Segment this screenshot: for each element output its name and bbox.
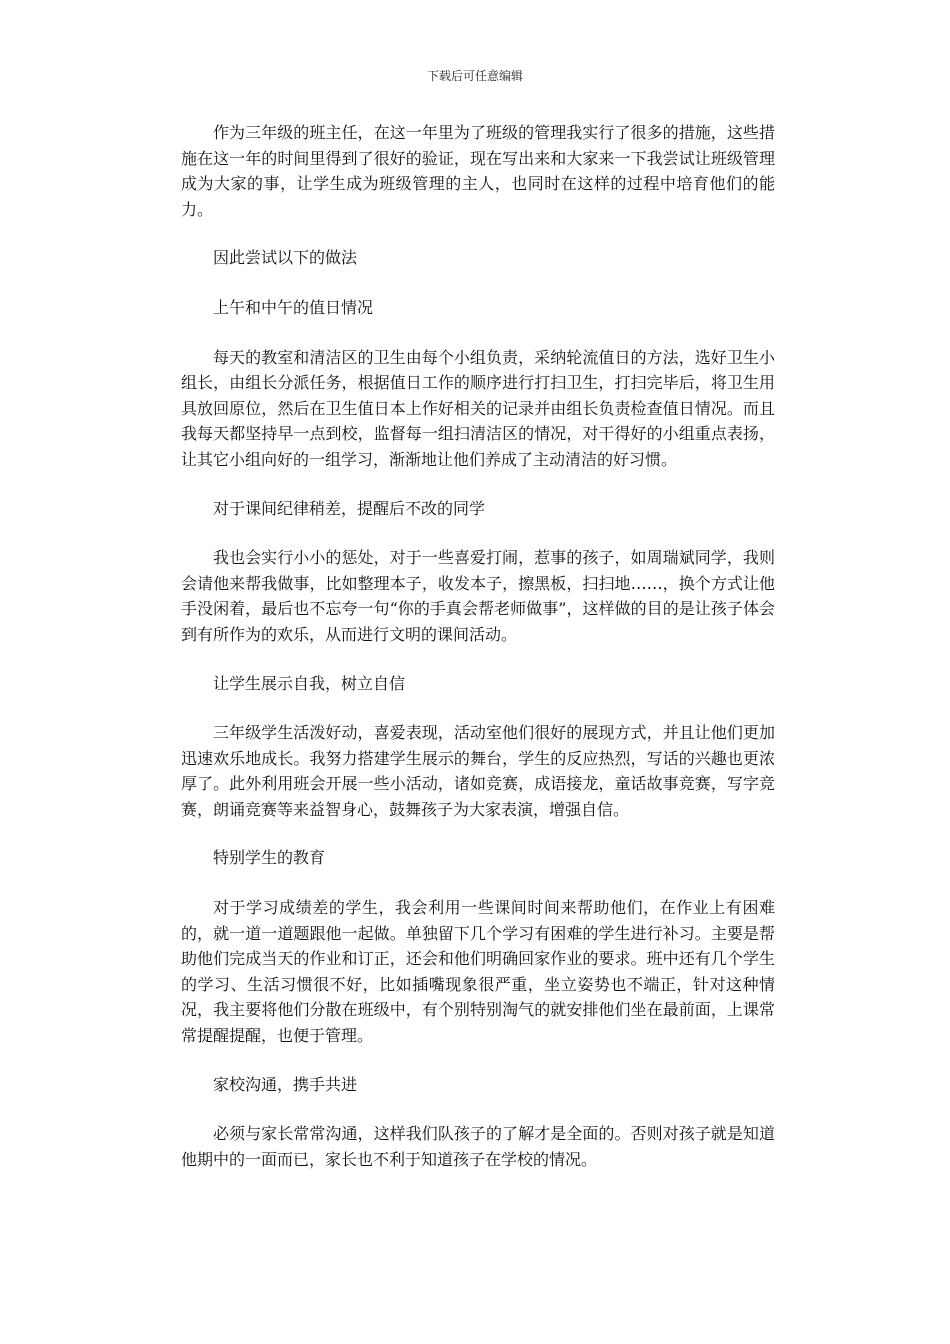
home-school-paragraph: 必须与家长常常沟通，这样我们队孩子的了解才是全面的。否则对孩子就是知道他期中的一面而已，家长也不利于知道孩子在学校的情况。 [181, 1124, 775, 1169]
section-heading-discipline: 对于课间纪律稍差，提醒后不改的同学 [213, 498, 486, 518]
intro-paragraph: 作为三年级的班主任，在这一年里为了班级的管理我实行了很多的措施，这些措施在这一年的时间里得到了很好的验证，现在写出来和大家来一下我尝试让班级管理成为大家的事，让学生成为班级管理的主人，也同时在这样的过程中培育他们的能力。 [181, 123, 775, 219]
document-body [181, 120, 775, 1172]
section-heading-duty: 上午和中午的值日情况 [213, 297, 374, 317]
special-students-paragraph: 对于学习成绩差的学生，我会利用一些课间时间来帮助他们，在作业上有困难的，就一道一道题跟他一起做。单独留下几个学习有困难的学生进行补习。主要是帮助他们完成当天的作业和订正，还会和他们明确回家作业的要求。班中还有几个学生的学习、生活习惯很不好，比如插嘴现象很严重，坐立姿势也不端正，针对这种情况，我主要将他们分散在班级中，有个别特别淘气的就安排他们坐在最前面，上课常常提醒提醒，也便于管理。 [181, 898, 775, 1046]
discipline-paragraph: 我也会实行小小的惩处，对于一些喜爱打闹，惹事的孩子，如周瑞斌同学，我则会请他来帮我做事，比如整理本子，收发本子，擦黑板，扫扫地……，换个方式让他手没闲着，最后也不忘夸一句“你的手真会帮老师做事”，这样做的目的是让孩子体会到有所作为的欢乐，从而进行文明的课间活动。 [181, 548, 775, 644]
page-header: 下载后可任意编辑 [426, 69, 523, 83]
duty-paragraph: 每天的教室和清洁区的卫生由每个小组负责，采纳轮流值日的方法，选好卫生小组长，由组长分派任务，根据值日工作的顺序进行打扫卫生，打扫完毕后，将卫生用具放回原位，然后在卫生值日本上作好相关的记录并由组长负责检查值日情况。而且我每天都坚持早一点到校，监督每一组扫清洁区的情况，对干得好的小组重点表扬，让其它小组向好的一组学习，渐渐地让他们养成了主动清洁的好习惯。 [181, 347, 775, 469]
confidence-paragraph: 三年级学生活泼好动，喜爱表现，活动室他们很好的展现方式，并且让他们更加迅速欢乐地成长。我努力搭建学生展示的舞台，学生的反应热烈，写话的兴趣也更浓厚了。此外利用班会开展一些小活动，诸如竞赛，成语接龙，童话故事竞赛，写字竞赛，朗诵竞赛等来益智身心，鼓舞孩子为大家表演，增强自信。 [181, 723, 775, 819]
section-heading-approach: 因此尝试以下的做法 [213, 248, 358, 268]
section-heading-home-school: 家校沟通，携手共进 [213, 1074, 358, 1094]
section-heading-special-students: 特别学生的教育 [213, 848, 326, 868]
section-heading-confidence: 让学生展示自我，树立自信 [213, 673, 406, 693]
